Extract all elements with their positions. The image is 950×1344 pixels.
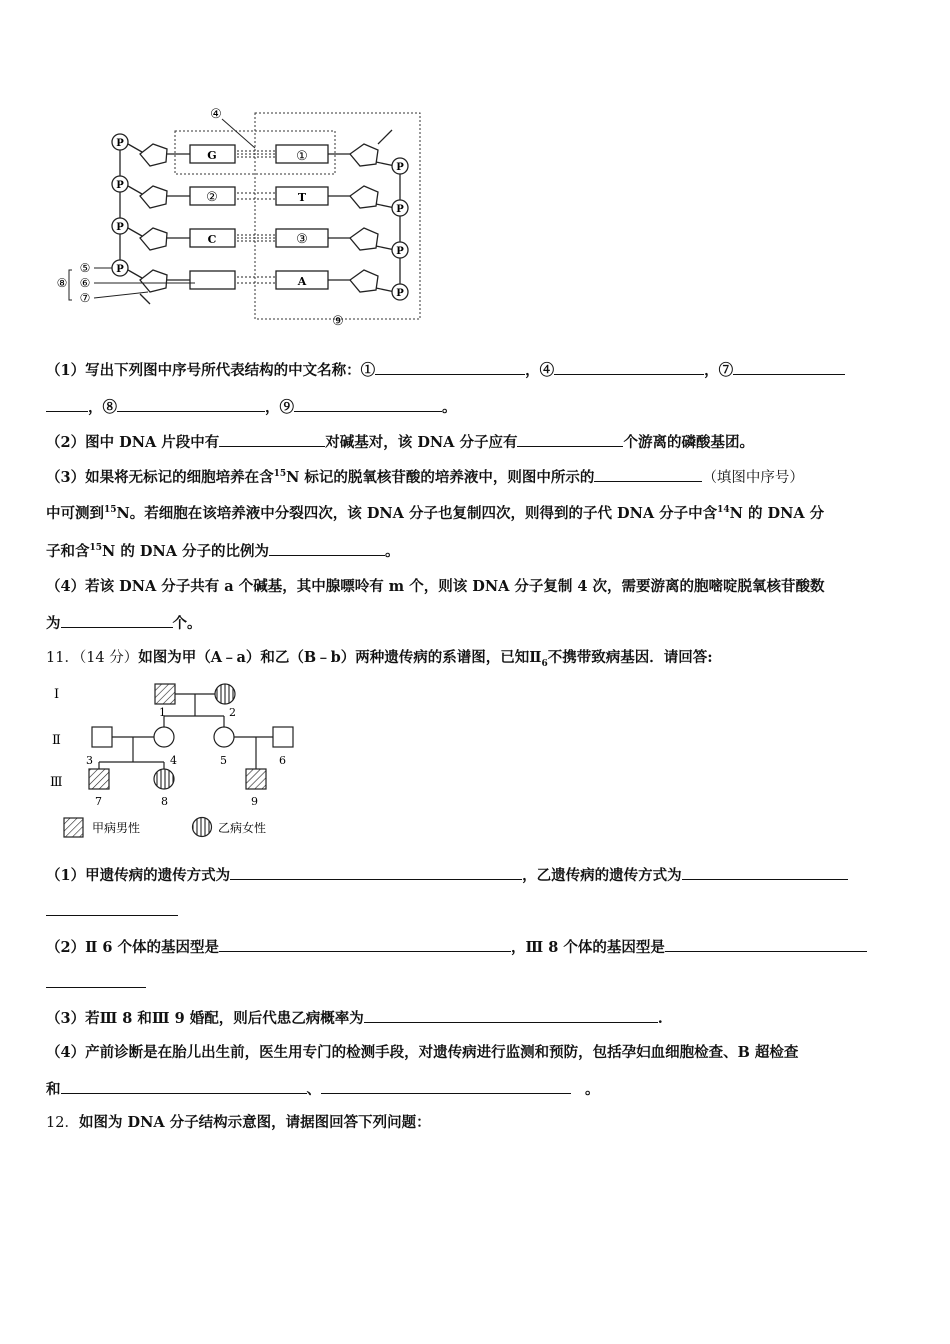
label-nine: ⑨ xyxy=(332,314,344,329)
q10-p3-text-e: N。若细胞在该培养液中分裂四次，该 DNA 分子也复制四次，则得到的子代 DNA 分子中含 xyxy=(116,505,718,522)
q10-p1-text-a: （1）写出下列图中序号所代表结构的中文名称：① xyxy=(46,362,376,379)
q10-part3-line1 xyxy=(46,467,804,488)
dna-structure-diagram xyxy=(50,104,430,330)
svg-text:P: P xyxy=(116,264,124,275)
phosphate-right-1 xyxy=(392,158,408,174)
id-3: 3 xyxy=(86,754,93,767)
answer-blank-jia-mode[interactable] xyxy=(230,865,522,880)
q12-stem-text: 如图为 DNA 分子结构示意图，请据图回答下列问题： xyxy=(78,1114,431,1131)
q10-part4-line2 xyxy=(46,613,202,634)
answer-blank-diagnosis-2[interactable] xyxy=(321,1079,571,1094)
svg-text:P: P xyxy=(396,204,404,215)
base-left-3: C xyxy=(207,233,217,246)
base-pair-row-4 xyxy=(128,270,395,304)
svg-text:P: P xyxy=(396,246,404,257)
id-1: 1 xyxy=(159,706,166,719)
q10-part1-line2 xyxy=(46,397,457,418)
q10-p4-text-c: 个。 xyxy=(172,615,202,632)
q10-p4-text-b: 为 xyxy=(46,615,61,632)
label-six: ⑥ xyxy=(79,276,91,290)
base-right-1: ① xyxy=(296,149,308,164)
q11-part4-line1 xyxy=(46,1043,798,1063)
q10-part2 xyxy=(46,432,754,453)
base-right-3: ③ xyxy=(296,232,308,247)
individual-1-affected-male xyxy=(155,684,175,704)
q11-p4-text-d: 。 xyxy=(585,1081,600,1098)
q11-p2-text-a: （2）Ⅱ 6 个体的基因型是 xyxy=(46,939,219,956)
q11-part2-line1 xyxy=(46,937,867,958)
label-eight: ⑧ xyxy=(56,276,68,290)
q11-part3 xyxy=(46,1008,663,1029)
legend-female-label: 乙病女性 xyxy=(218,821,267,835)
base-left-2: ② xyxy=(206,190,218,205)
pedigree-chart xyxy=(44,674,304,844)
superscript-15c: 15 xyxy=(89,543,103,553)
q12-number: 12． xyxy=(46,1115,79,1131)
q12-stem xyxy=(46,1113,431,1133)
q11-stem-end: 不携带致病基因．请回答: xyxy=(547,649,713,666)
base-pair-row-2 xyxy=(128,186,395,208)
q10-p3-text-a: （3）如果将无标记的细胞培养在含 xyxy=(46,469,274,486)
answer-blank-4[interactable] xyxy=(554,360,704,375)
id-9: 9 xyxy=(251,795,258,808)
base-pair-row-1 xyxy=(128,130,395,166)
q11-stem xyxy=(46,648,713,674)
individual-8-affected-female xyxy=(154,769,174,789)
q10-p1-sep3: ，⑧ xyxy=(88,399,117,416)
base-right-2: T xyxy=(297,191,307,204)
q11-number: 11．（14 分） xyxy=(46,650,139,666)
id-7: 7 xyxy=(95,795,102,808)
answer-blank-ratio[interactable] xyxy=(269,541,385,556)
q10-p2-text-a: （2）图中 DNA 片段中有 xyxy=(46,434,220,451)
answer-blank-labelled-part[interactable] xyxy=(594,467,702,482)
answer-blank-yi-mode-cont[interactable] xyxy=(46,901,178,916)
q10-p1-end: 。 xyxy=(442,399,457,416)
q11-p3-text-a: （3）若Ⅲ 8 和Ⅲ 9 婚配，则后代患乙病概率为 xyxy=(46,1010,364,1027)
label-five: ⑤ xyxy=(79,261,91,275)
base-left-1: G xyxy=(207,149,217,162)
individual-3-male xyxy=(92,727,112,747)
label-seven: ⑦ xyxy=(79,291,91,305)
svg-text:P: P xyxy=(116,138,124,149)
svg-text:P: P xyxy=(396,162,404,173)
answer-blank-genotype-8[interactable] xyxy=(665,937,867,952)
svg-text:P: P xyxy=(396,288,404,299)
phosphate-right-4 xyxy=(392,284,408,300)
individual-2-affected-female xyxy=(215,684,235,704)
individual-7-affected-male xyxy=(89,769,109,789)
answer-blank-1[interactable] xyxy=(375,360,525,375)
individual-5-female xyxy=(214,727,234,747)
superscript-15: 15 xyxy=(273,469,287,479)
phosphate-left-2 xyxy=(112,176,128,192)
id-2: 2 xyxy=(229,706,236,719)
phosphate-right-2 xyxy=(392,200,408,216)
q10-p3-text-b: N 标记的脱氧核苷酸的培养液中，则图中所示的 xyxy=(286,469,595,486)
phosphate-right-3 xyxy=(392,242,408,258)
base-pair-row-3 xyxy=(128,228,395,250)
q10-p3-text-h: N 的 DNA 分子的比例为 xyxy=(102,543,270,560)
q10-p2-text-c: 个游离的磷酸基团。 xyxy=(623,434,754,451)
q10-p3-text-i: 。 xyxy=(385,543,400,560)
svg-text:P: P xyxy=(116,180,124,191)
q11-p3-text-b: . xyxy=(657,1010,663,1027)
generation-1: Ⅰ xyxy=(54,687,60,702)
q10-part3-line3 xyxy=(46,541,400,562)
answer-blank-7[interactable] xyxy=(733,360,845,375)
answer-blank-8[interactable] xyxy=(117,397,265,412)
q10-p1-sep2: ，⑦ xyxy=(704,362,734,379)
q11-part1-line1 xyxy=(46,865,848,886)
q10-p3-text-g: 子和含 xyxy=(46,543,90,560)
id-8: 8 xyxy=(161,795,168,808)
id-5: 5 xyxy=(220,754,227,767)
individual-9-affected-male xyxy=(246,769,266,789)
q11-p1-text-b: ，乙遗传病的遗传方式为 xyxy=(522,867,682,884)
answer-blank-cytosine[interactable] xyxy=(61,613,173,628)
legend-male-label: 甲病男性 xyxy=(92,821,141,835)
q11-p4-text-b: 和 xyxy=(46,1081,61,1098)
base-right-4: A xyxy=(297,275,307,288)
q10-p3-text-c: （填图中序号） xyxy=(702,470,804,486)
answer-blank-genotype-8-cont[interactable] xyxy=(46,973,146,988)
legend-female-symbol xyxy=(193,818,212,837)
q10-part3-line2 xyxy=(46,504,824,524)
label-four: ④ xyxy=(210,107,222,122)
q11-p4-text-c: 、 xyxy=(306,1081,321,1098)
individual-6-male xyxy=(273,727,293,747)
q10-p1-sep1: ，④ xyxy=(525,362,555,379)
svg-text:P: P xyxy=(116,222,124,233)
generation-3: Ⅲ xyxy=(50,775,63,790)
q10-p3-text-f: N 的 DNA 分 xyxy=(729,505,825,522)
individual-4-female xyxy=(154,727,174,747)
legend-male-symbol xyxy=(64,818,83,837)
q10-part4-line1 xyxy=(46,577,825,597)
q11-p2-text-b: ，Ⅲ 8 个体的基因型是 xyxy=(511,939,665,956)
id-6: 6 xyxy=(279,754,286,767)
answer-blank-genotype-6[interactable] xyxy=(219,937,511,952)
answer-blank-7-cont[interactable] xyxy=(46,397,88,412)
q11-stem-text: 如图为甲（A﹣a）和乙（B﹣b）两种遗传病的系谱图，已知Ⅱ xyxy=(138,649,542,666)
q10-p4-text-a: （4）若该 DNA 分子共有 a 个碱基，其中腺嘌呤有 m 个，则该 DNA 分子复制 4 次，需要游离的胞嘧啶脱氧核苷酸数 xyxy=(46,578,825,595)
q11-part1-line2 xyxy=(46,901,178,922)
answer-blank-diagnosis-1[interactable] xyxy=(61,1079,307,1094)
phosphate-left-1 xyxy=(112,134,128,150)
q11-stem-sub: 6 xyxy=(541,658,548,669)
answer-blank-probability[interactable] xyxy=(364,1008,658,1023)
answer-blank-9[interactable] xyxy=(294,397,442,412)
superscript-14: 14 xyxy=(717,505,730,515)
superscript-15b: 15 xyxy=(104,505,117,515)
phosphate-left-3 xyxy=(112,218,128,234)
answer-blank-yi-mode[interactable] xyxy=(682,865,848,880)
answer-blank-pairs[interactable] xyxy=(219,432,325,447)
id-4: 4 xyxy=(170,754,177,767)
generation-2: Ⅱ xyxy=(52,733,61,748)
q10-p2-text-b: 对碱基对，该 DNA 分子应有 xyxy=(325,434,518,451)
q10-p1-sep4: ，⑨ xyxy=(265,399,294,416)
q11-p1-text-a: （1）甲遗传病的遗传方式为 xyxy=(46,867,231,884)
q10-part1-line1 xyxy=(46,360,845,381)
q11-p4-text-a: （4）产前诊断是在胎儿出生前，医生用专门的检测手段，对遗传病进行监测和预防，包括孕妇血细胞检查、B 超检查 xyxy=(46,1044,799,1061)
q11-part4-line2 xyxy=(46,1079,600,1100)
q10-p3-text-d: 中可测到 xyxy=(46,505,104,522)
phosphate-left-4 xyxy=(112,260,128,276)
q11-part2-line2 xyxy=(46,973,146,994)
answer-blank-phosphate[interactable] xyxy=(517,432,623,447)
